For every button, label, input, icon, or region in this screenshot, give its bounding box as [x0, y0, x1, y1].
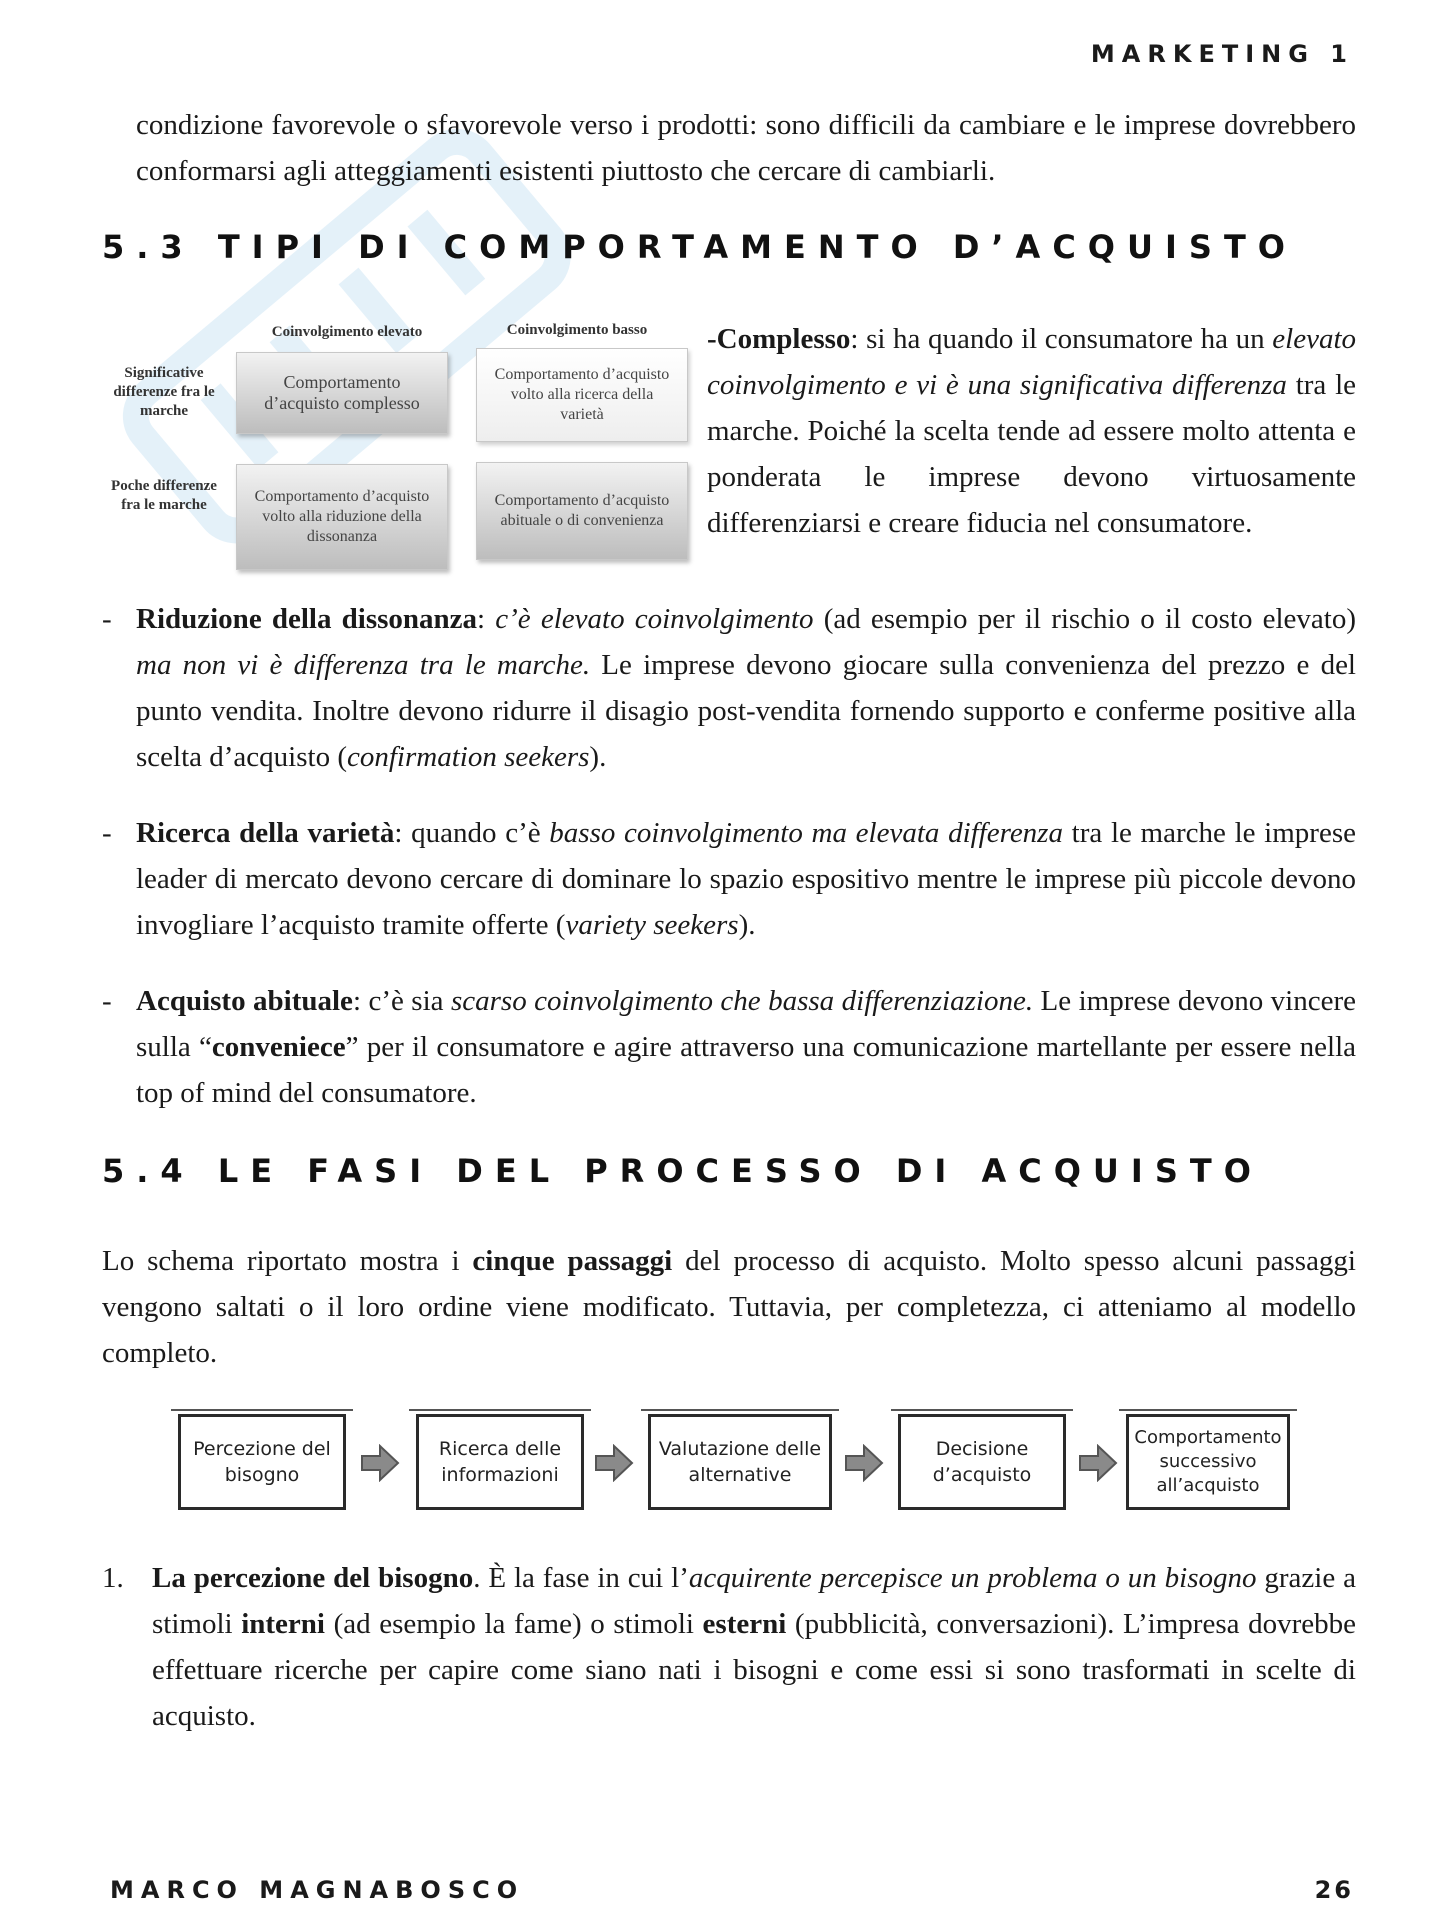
matrix-row-significant-differences: Significative differenze fra le marche [113, 365, 215, 419]
bullet-dash: - [102, 985, 112, 1017]
complesso-paragraph [707, 316, 1356, 546]
bullet-text: : c’è sia [352, 985, 451, 1017]
matrix-cell-dissonance: Comportamento d’acquisto volto alla riduzione della dissonanza [236, 464, 448, 570]
arrow-right-icon [844, 1444, 884, 1482]
bullet-italic: basso coinvolgimento ma elevata differenza [549, 817, 1063, 849]
bullet-italic: confirmation seekers [346, 741, 590, 773]
bullet-bold: conveniece [211, 1031, 346, 1063]
bullet-italic: variety seekers [565, 909, 739, 941]
section-title-5-4: 5.4 LE FASI DEL PROCESSO DI ACQUISTO [102, 1152, 1263, 1190]
item-bold: interni [241, 1608, 325, 1640]
intro-paragraph: condizione favorevole o sfavorevole verso i prodotti: sono difficili da cambiare e le imprese dovrebbero conformarsi agli atteggiamenti esistenti piuttosto che cercare di cambiarli. [136, 109, 1356, 187]
bullet-variety [102, 810, 1356, 948]
paragraph-bold: cinque passaggi [472, 1245, 673, 1277]
section-5-4-paragraph [102, 1238, 1356, 1376]
bullet-text: ” per il consumatore e agire attraverso una comunicazione martellante per essere nella top of mind del consumatore. [136, 1031, 1356, 1109]
complesso-text-1: : si ha quando il consumatore ha un [850, 323, 1273, 355]
bullet-italic: ma non vi è differenza tra le marche. [136, 649, 591, 681]
complesso-label: -Complesso [707, 323, 851, 355]
page-number: 26 [1314, 1876, 1354, 1904]
bullet-text: (ad esempio per il rischio o il costo elevato) [813, 603, 1357, 635]
arrow-right-icon [1078, 1444, 1118, 1482]
matrix-col-low-involvement: Coinvolgimento basso [506, 322, 648, 338]
bullet-text: : [477, 603, 496, 635]
matrix-row-few-differences: Poche differenze fra le marche [111, 478, 217, 513]
bullet-label: Acquisto abituale [136, 985, 353, 1017]
bullet-italic: c’è elevato coinvolgimento [495, 603, 814, 635]
bullet-italic: scarso coinvolgimento che bassa differenziazione. [450, 985, 1034, 1017]
arrow-right-icon [360, 1444, 400, 1482]
section-title-5-3: 5.3 TIPI DI COMPORTAMENTO D’ACQUISTO [102, 228, 1297, 266]
bullet-label: Riduzione della dissonanza [136, 603, 478, 635]
paragraph-text: del processo di acquisto. Molto spesso alcuni passaggi vengono saltati o il loro ordine viene modificato. Tuttavia, per completezza, ci atteniamo al modello completo. [102, 1245, 1356, 1369]
matrix-cell-habitual: Comportamento d’acquisto abituale o di convenienza [476, 462, 688, 560]
running-header: MARKETING 1 [1090, 40, 1354, 68]
bullet-text: Le imprese devono vincere sulla “ [136, 985, 1356, 1063]
purchase-behaviour-matrix [102, 312, 702, 572]
item-text: (ad esempio la fame) o stimoli [324, 1608, 703, 1640]
process-step-decision: Decisione d’acquisto [898, 1414, 1066, 1510]
item-text: grazie a stimoli [152, 1562, 1356, 1640]
item-text: (pubblicità, conversazioni). L’impresa dovrebbe effettuare ricerche per capire come siano nati i bisogni e come essi si sono trasformati in scelte di acquisto. [152, 1608, 1356, 1732]
complesso-italic: elevato coinvolgimento e vi è una significativa differenza [707, 323, 1356, 401]
matrix-cell-complex: Comportamento d’acquisto complesso [236, 352, 448, 434]
item-label: La percezione del bisogno [152, 1562, 474, 1594]
bullet-habitual [102, 978, 1356, 1116]
item-number: 1. [102, 1562, 124, 1594]
bullet-text: ). [738, 909, 756, 941]
bullet-text: : quando c’è [394, 817, 550, 849]
item-text: . È la fase in cui l’ [473, 1562, 689, 1594]
item-bold: esterni [702, 1608, 787, 1640]
process-step-need: Percezione del bisogno [178, 1414, 346, 1510]
matrix-cell-variety: Comportamento d’acquisto volto alla ricerca della varietà [476, 348, 688, 442]
bullet-dash: - [102, 817, 112, 849]
matrix-col-high-involvement: Coinvolgimento elevato [271, 324, 423, 340]
paragraph-text: Lo schema riportato mostra i [102, 1245, 473, 1277]
bullet-text: Le imprese devono giocare sulla convenienza del prezzo e del punto vendita. Inoltre devono ridurre il disagio post-vendita fornendo supporto e conferme positive alla scelta d’acquisto ( [136, 649, 1356, 773]
footer-author: MARCO MAGNABOSCO [110, 1876, 525, 1904]
process-step-information: Ricerca delle informazioni [416, 1414, 584, 1510]
arrow-right-icon [594, 1444, 634, 1482]
bullet-label: Ricerca della varietà [136, 817, 395, 849]
process-step-evaluation: Valutazione delle alternative [648, 1414, 832, 1510]
bullet-dash: - [102, 603, 112, 635]
purchase-process-diagram [160, 1392, 1290, 1522]
numbered-item-need-perception [102, 1555, 1356, 1739]
bullet-dissonance [102, 596, 1356, 780]
item-italic: acquirente percepisce un problema o un bisogno [688, 1562, 1257, 1594]
process-step-post-purchase: Comportamento successivo all’acquisto [1126, 1414, 1290, 1510]
bullet-text: ). [589, 741, 607, 773]
complesso-text-2: tra le marche. Poiché la scelta tende ad essere molto attenta e ponderata le imprese devono virtuosamente differenziarsi e creare fiducia nel consumatore. [707, 369, 1356, 539]
bullet-text: tra le marche le imprese leader di mercato devono cercare di dominare lo spazio espositivo mentre le imprese più piccole devono invogliare l’acquisto tramite offerte ( [136, 817, 1356, 941]
